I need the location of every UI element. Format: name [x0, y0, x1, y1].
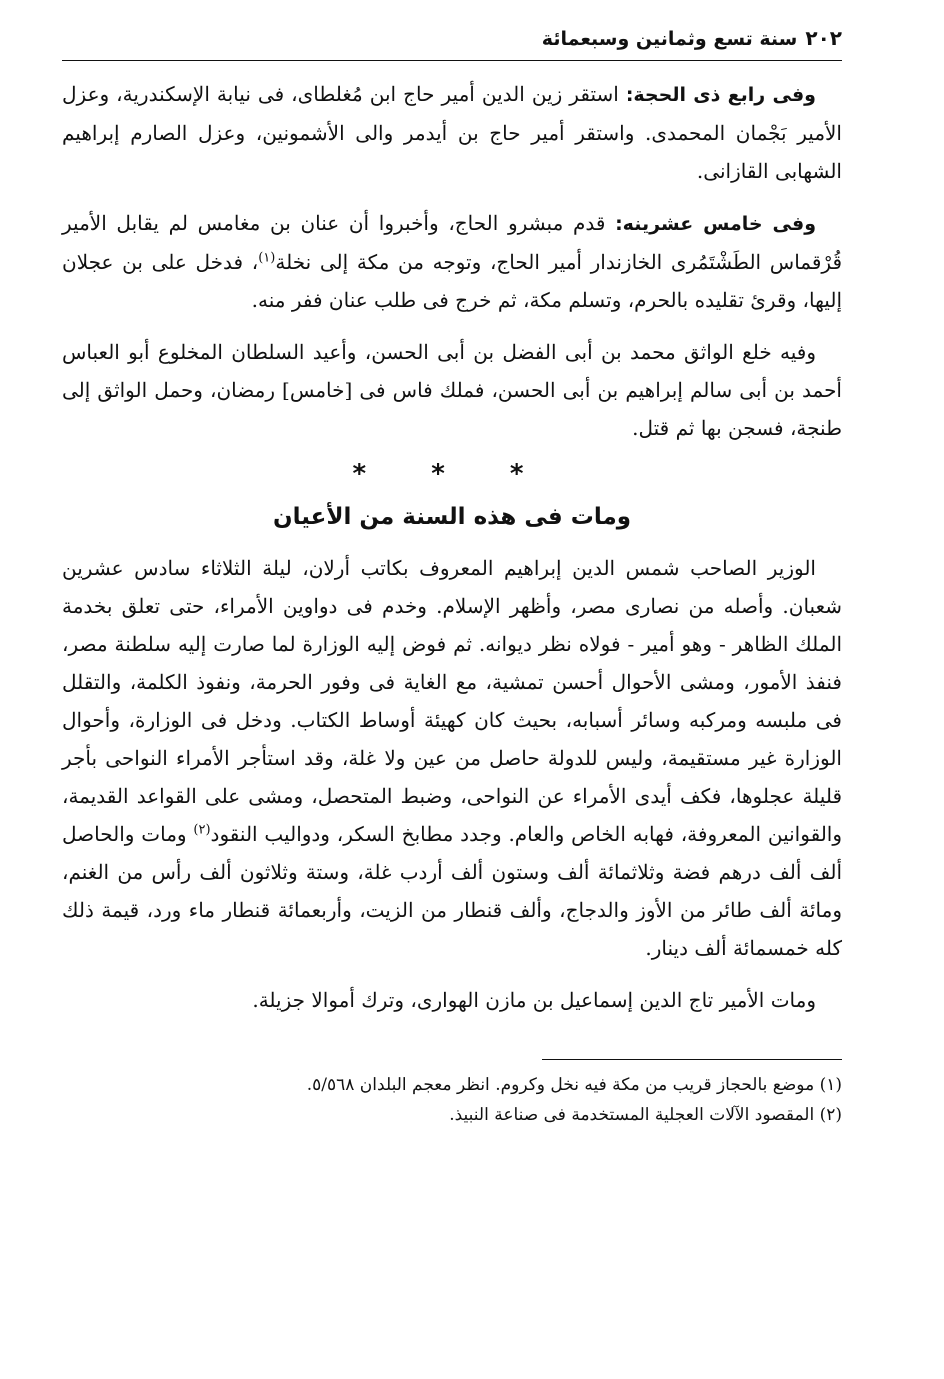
paragraph-dhu-al-hijja-25	[62, 204, 842, 319]
paragraph-text: ومات والحاصل ألف ألف درهم فضة وثلاثمائة ألف وستون ألف أردب غلة، وستة وثلاثون ألف رأس من الغنم، ومائة ألف طائر من الأوز والدجاج، وألف قنطار من الزيت، وأربعمائة قنطار ماء ورد، قيمة ذلك كله خمسمائة ألف دينار.	[62, 822, 842, 960]
obituary-vizier	[62, 549, 842, 967]
section-heading: ومات فى هذه السنة من الأعيان	[272, 504, 632, 530]
paragraph-text: استقر زين الدين أمير حاج ابن مُغلطاى، فى نيابة الإسكندرية، وعزل الأمير بَجْمان المحمدى. واستقر أمير حاج بن أيدمر والى الأشمونين، وعزل الصارم إبراهيم الشهابى القازانى.	[62, 82, 842, 183]
section-separator: * * *	[352, 459, 552, 489]
spacer	[62, 319, 842, 333]
paragraph-text: الوزير الصاحب شمس الدين إبراهيم المعروف بكاتب أرلان، ليلة الثلاثاء سادس عشرين شعبان. وأصله من نصارى مصر، وأظهر الإسلام. وخدم فى دواوين الأمراء، حتى تعلق بخدمة الملك الظاهر - وهو أمير - فولاه نظر ديوانه. ثم فوض إليه الوزارة لما صارت إليه سلطنة مصر، فنفذ الأمور، ومشى الأحوال أحسن تمشية، مع الغاية فى وفور الحرمة، ونفوذ الكلمة، والتقلل فى ملبسه ومركبه وسائر أسبابه، بحيث كان كهيئة أوساط الكتاب. ودخل فى الوزارة، وأحوال الوزارة غير مستقيمة، وليس للدولة حاصل من عين ولا غلة، وقد استأجر الأمراء النواحى بأجر قليلة عجلوها، فكف أيدى الأمراء عن النواحى، وضبط المتحصل، ومشى على القواعد القديمة، والقوانين المعروفة، فهابه الخاص والعام. وجدد مطابخ السكر، ودواليب النقود	[62, 556, 842, 846]
footnote-2: (٢) المقصود الآلات العجلية المستخدمة فى صناعة النبيذ.	[449, 1105, 842, 1125]
paragraph-fez	[62, 333, 842, 447]
spacer	[62, 190, 842, 204]
footnote-ref-2[interactable]: (٢)	[193, 822, 211, 838]
spacer	[62, 967, 842, 981]
paragraph-lead: وفى خامس عشرينه:	[615, 213, 816, 235]
obituary-emir	[62, 981, 842, 1019]
paragraph-text: ومات الأمير تاج الدين إسماعيل بن مازن الهوارى، وترك أموالا جزيلة.	[252, 988, 816, 1012]
page-number: ٢٠٢	[805, 26, 842, 50]
paragraph-text: ، فدخل على بن عجلان إليها، وقرئ تقليده بالحرم، وتسلم مكة، ثم خرج فى طلب عنان ففر منه.	[62, 250, 842, 312]
paragraph-text: وفيه خلع الواثق محمد بن أبى الفضل بن أبى الحسن، وأعيد السلطان المخلوع أبو العباس أحمد بن أبى سالم إبراهيم بن أبى الحسن، فملك فاس فى [خامس] رمضان، وحمل الواثق إلى طنجة، فسجن بها ثم قتل.	[62, 340, 842, 440]
footnote-1: (١) موضع بالحجاز قريب من مكة فيه نخل وكروم. انظر معجم البلدان ٥/٥٦٨.	[306, 1075, 842, 1095]
spacer	[62, 61, 842, 75]
paragraph-lead: وفى رابع ذى الحجة:	[625, 84, 816, 106]
paragraph-dhu-al-hijja-4	[62, 75, 842, 190]
paragraph-text: قدم مبشرو الحاج، وأخبروا أن عنان بن مغامس لم يقابل الأمير قُرْقماس الطَشْتَمُرى الخازندار أمير الحاج، وتوجه من مكة إلى نخلة	[62, 211, 843, 274]
running-title: سنة تسع وثمانين وسبعمائة	[541, 28, 798, 50]
running-header	[62, 26, 842, 61]
book-page	[62, 26, 842, 1130]
footnote-ref-1[interactable]: (١)	[258, 250, 276, 266]
footnote-divider	[542, 1059, 842, 1060]
